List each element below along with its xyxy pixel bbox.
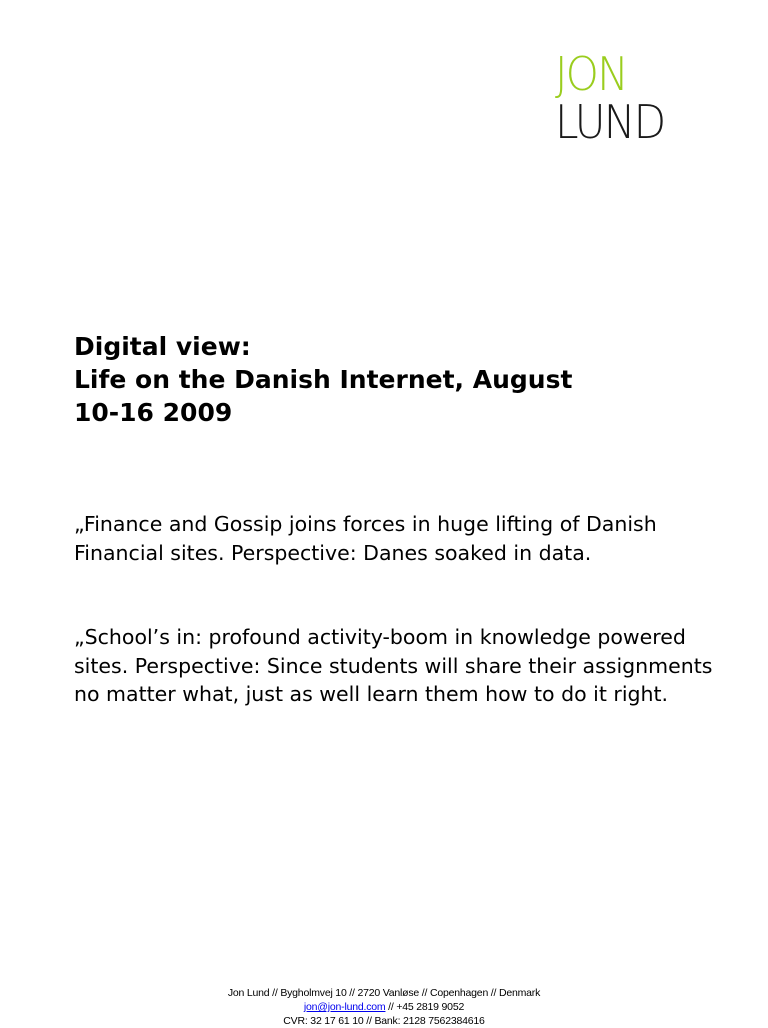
document-title bbox=[74, 330, 694, 429]
logo-line-jon: JON bbox=[555, 47, 627, 101]
footer bbox=[0, 986, 768, 1028]
paragraph-finance-gossip: „Finance and Gossip joins forces in huge lifting of Danish Financial sites. Perspective: Danes soaked in data. bbox=[74, 512, 657, 565]
footer-email-link[interactable]: jon@jon-lund.com bbox=[303, 1001, 386, 1013]
title-line-2: Life on the Danish Internet, August bbox=[74, 365, 573, 394]
footer-cvr-bank: CVR: 32 17 61 10 // Bank: 2128 7562384616 bbox=[283, 1015, 485, 1027]
footer-address: Jon Lund // Bygholmvej 10 // 2720 Vanløse // Copenhagen // Denmark bbox=[227, 987, 541, 999]
jon-lund-logo bbox=[555, 47, 695, 150]
title-line-3: 10-16 2009 bbox=[74, 398, 233, 427]
paragraph-schools-in: „School’s in: profound activity-boom in knowledge powered sites. Perspective: Since students will share their assignments no matter what, just as well learn them how to do it right. bbox=[74, 625, 713, 706]
footer-phone: // +45 2819 9052 bbox=[385, 1001, 465, 1013]
logo-line-lund: LUND bbox=[555, 95, 665, 149]
footer-contact bbox=[0, 1000, 768, 1014]
title-line-1: Digital view: bbox=[74, 332, 251, 361]
